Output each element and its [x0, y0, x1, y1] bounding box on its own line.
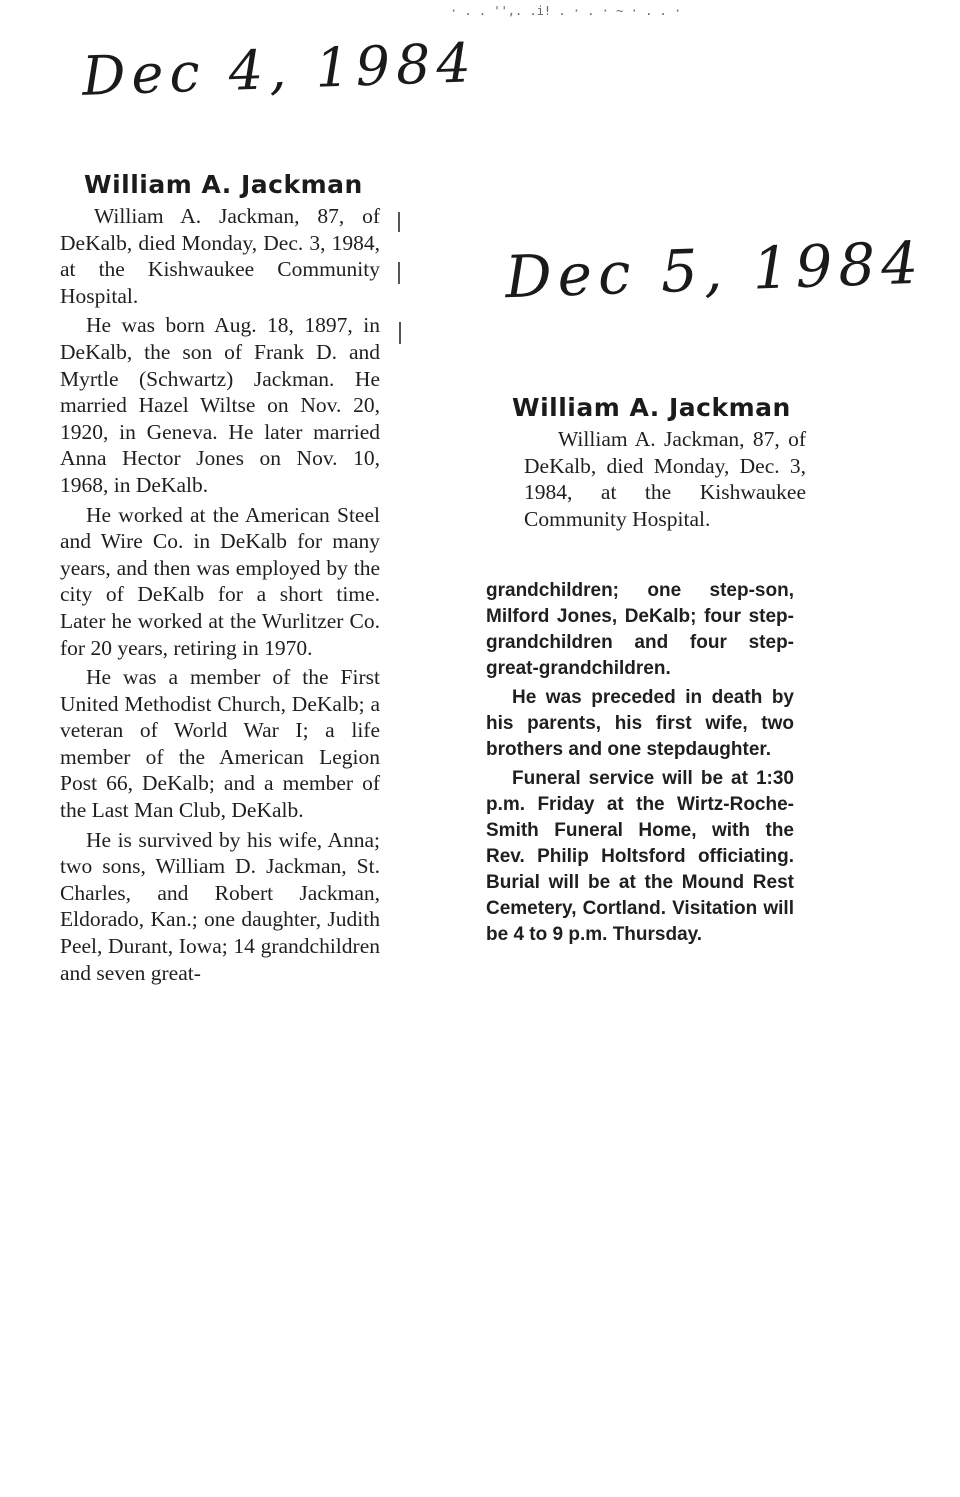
cut-edge-mark	[399, 322, 401, 344]
obituary-body	[484, 426, 806, 532]
obituary-paragraph: Funeral service will be at 1:30 p.m. Friday at the Wirtz-Roche-Smith Funeral Home, with the Rev. Philip Holtsford officiating. Burial will be at the Mound Rest Cemetery, Cortland. Visitation will be 4 to 9 p.m. Thursday.	[486, 768, 794, 945]
obituary-paragraph: He worked at the American Steel and Wire Co. in DeKalb for many years, and then was employed by the city of DeKalb for a short time. Later he worked at the Wurlitzer Co. for 20 years, retiring in 1970.	[60, 502, 380, 660]
obituary-paragraph: grandchildren; one step-son, Milford Jones, DeKalb; four step-grandchildren and four step-great-grandchildren.	[486, 580, 794, 679]
cut-edge-mark	[398, 212, 400, 232]
obituary-clipping-right	[484, 393, 806, 532]
obituary-body	[60, 203, 380, 986]
cut-edge-mark	[398, 262, 400, 284]
handwritten-date-right: Dec 5, 1984	[503, 228, 926, 312]
obituary-continuation	[486, 578, 794, 948]
obituary-headline: William A. Jackman	[512, 393, 791, 422]
obituary-headline: William A. Jackman	[84, 170, 363, 199]
obituary-paragraph: He was preceded in death by his parents, his first wife, two brothers and one stepdaughter.	[486, 687, 794, 760]
obituary-paragraph: He was a member of the First United Methodist Church, DeKalb; a veteran of World War I; a life member of the American Legion Post 66, DeKalb; and a member of the Last Man Club, DeKalb.	[60, 665, 380, 823]
obituary-continuation-body	[486, 578, 794, 948]
obituary-paragraph: He was born Aug. 18, 1897, in DeKalb, the son of Frank D. and Myrtle (Schwartz) Jackman. He married Hazel Wiltse on Nov. 20, 1920, in Geneva. He later married Anna Hector Jones on Nov. 10, 1968, in DeKalb.	[60, 313, 380, 497]
obituary-paragraph: He is survived by his wife, Anna; two sons, William D. Jackman, St. Charles, and Robert Jackman, Eldorado, Kan.; one daughter, Judith Peel, Durant, Iowa; 14 grandchildren and seven great-	[60, 827, 380, 985]
obituary-paragraph: William A. Jackman, 87, of DeKalb, died Monday, Dec. 3, 1984, at the Kishwaukee Community Hospital.	[524, 427, 806, 531]
obituary-paragraph: William A. Jackman, 87, of DeKalb, died Monday, Dec. 3, 1984, at the Kishwaukee Community Hospital.	[60, 204, 380, 308]
obituary-clipping-left	[60, 170, 380, 986]
handwritten-date-left: Dec 4, 1984	[81, 31, 478, 108]
scan-specks: · . . '',. .i! . · . · ~ · . . ·	[450, 4, 682, 18]
